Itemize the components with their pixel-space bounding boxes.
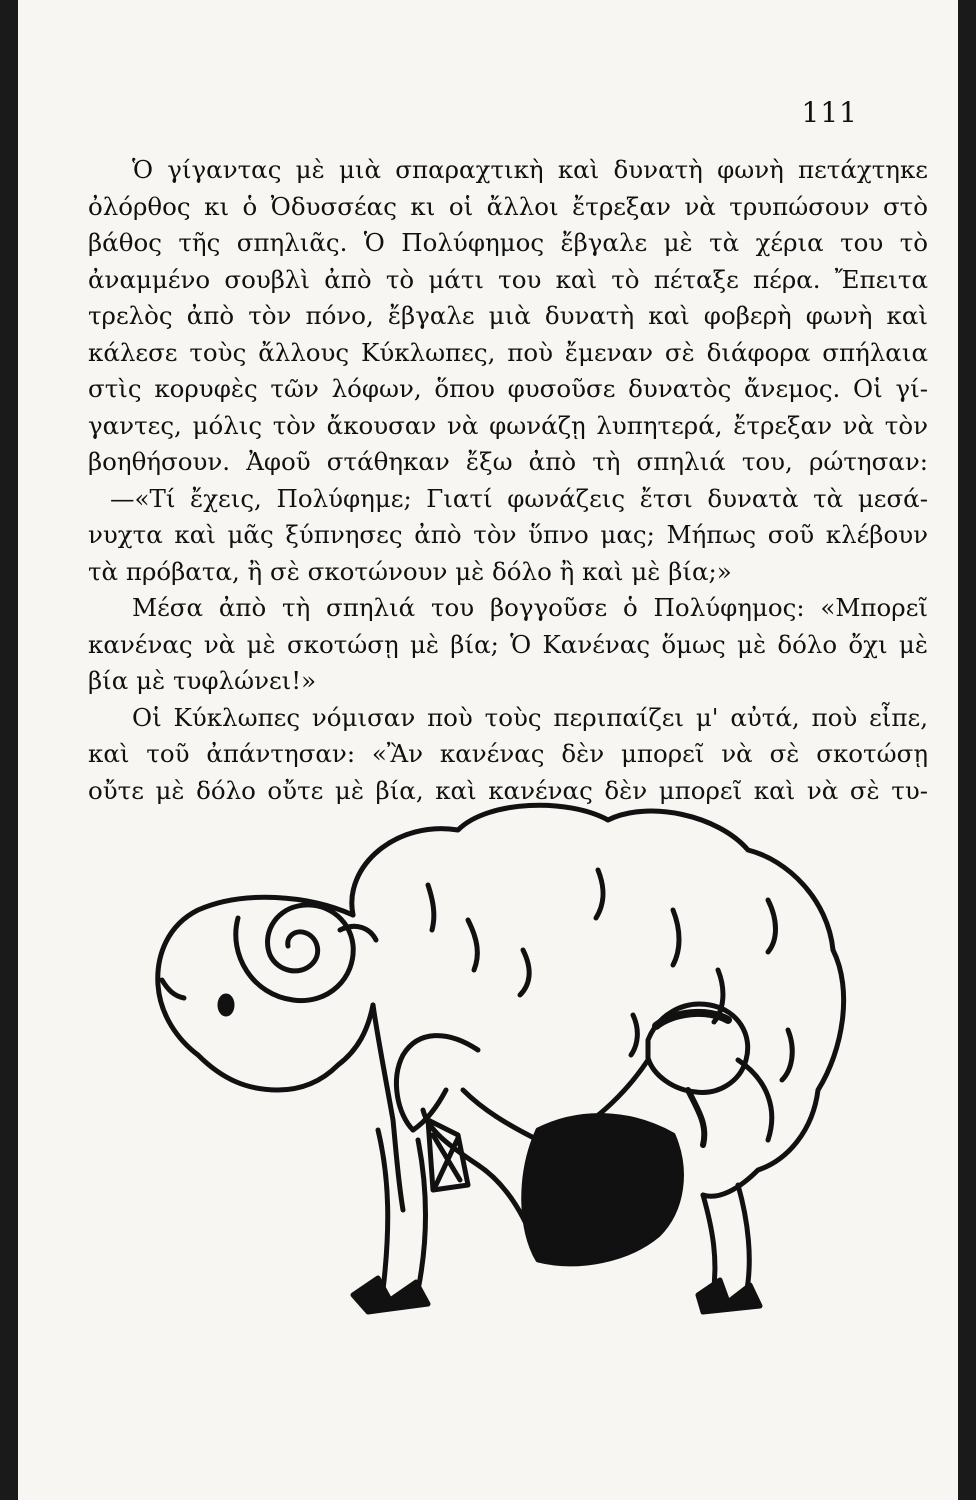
ram-head [158,897,373,1090]
text-line: βοηθήσουν. Ἀφοῦ στάθηκαν ἔξω ἀπὸ τὴ σπηλιά του, ρώτησαν: [88,447,928,476]
text-line: οὔτε μὲ δόλο οὔτε μὲ βία, καὶ κανένας δὲν μπορεῖ καὶ νὰ σὲ τυ- [88,775,928,805]
ram-rear-leg [703,1195,715,1295]
text-line: γαντες, μόλις τὸν ἄκουσαν νὰ φωνάζῃ λυπητερά, ἔτρεξαν νὰ τὸν [88,410,928,440]
text-line: τρελὸς ἀπὸ τὸν πόνο, ἔβγαλε μιὰ δυνατὴ καὶ φοβερὴ φωνὴ καὶ [88,301,928,330]
text-line: κανένας νὰ μὲ σκοτώσῃ μὲ βία; Ὁ Κανένας ὅμως μὲ δόλο ὄχι μὲ [88,629,928,659]
text-line: βία μὲ τυφλώνει!» [88,666,317,695]
ram-hoof [353,1278,428,1312]
text-line: —«Τί ἔχεις, Πολύφημε; Γιατί φωνάζεις ἔτσι δυνατὰ τὰ μεσά- [110,483,928,513]
body-text [88,152,928,809]
book-page [18,0,958,1500]
text-line: καὶ τοῦ ἀπάντησαν: «Ἂν κανένας δὲν μπορεῖ νὰ σὲ σκοτώσῃ [88,739,928,768]
ram-front-leg [378,1130,388,1290]
text-line: νυχτα καὶ μᾶς ξύπνησες ἀπὸ τὸν ὕπνο μας; Μήπως σοῦ κλέβουν [88,520,928,549]
odysseus-leg [463,1090,538,1140]
text-line: κάλεσε τοὺς ἄλλους Κύκλωπες, ποὺ ἔμεναν σὲ διάφορα σπήλαια [88,337,928,367]
text-line: Μέσα ἀπὸ τὴ σπηλιά του βογγοῦσε ὁ Πολύφημος: «Μπορεῖ [132,593,928,622]
ram-hoof [698,1280,760,1312]
text-line: Οἱ Κύκλωπες νόμισαν ποὺ τοὺς περιπαίζει μ' αὐτά, ποὺ εἶπε, [132,702,928,732]
text-line: βάθος τῆς σπηλιᾶς. Ὁ Πολύφημος ἔβγαλε μὲ τὰ χέρια του τὸ [88,228,928,257]
ram-illustration [128,790,858,1350]
text-line: τὰ πρόβατα, ἢ σὲ σκοτώνουν μὲ δόλο ἢ καὶ μὲ βία;» [88,556,732,586]
ram-horn [236,905,353,1001]
page-number: 111 [801,96,858,129]
text-line: στὶς κορυφὲς τῶν λόφων, ὅπου φυσοῦσε δυνατὸς ἄνεμος. Οἱ γί- [88,374,928,403]
odysseus-tunic [524,1116,682,1264]
text-line: ἀναμμένο σουβλὶ ἀπὸ τὸ μάτι του καὶ τὸ πέταξε πέρα. Ἔπειτα [88,264,928,294]
text-line: Ὁ γίγαντας μὲ μιὰ σπαραχτικὴ καὶ δυνατὴ φωνὴ πετάχτηκε [132,155,928,184]
text-line: ὀλόρθος κι ὁ Ὀδυσσέας κι οἱ ἄλλοι ἔτρεξαν νὰ τρυπώσουν στὸ [88,191,928,221]
ram-eye [220,996,232,1014]
odysseus-arm [396,1036,478,1130]
